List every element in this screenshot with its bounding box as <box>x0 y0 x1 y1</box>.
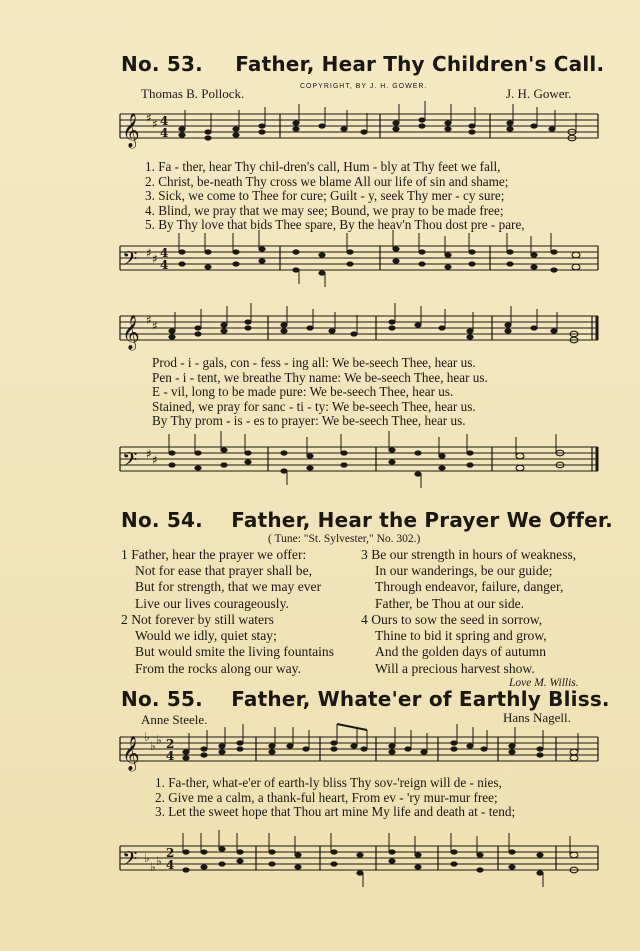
lyric-line: 5. By Thy love that bids Thee spare, By the heav'n Thou dost pre - pare, <box>145 217 525 232</box>
hymn-53-treble-staff-2 <box>120 312 600 354</box>
svg-text:4: 4 <box>166 858 175 872</box>
hymn-53-copyright: COPYRIGHT, BY J. H. GOWER. <box>300 83 428 90</box>
hymn-53-composer: J. H. Gower. <box>506 86 572 101</box>
svg-text:𝄞: 𝄞 <box>122 113 140 148</box>
hymn-53-lyrics-2 <box>152 356 488 429</box>
svg-text:4: 4 <box>160 126 169 140</box>
stanza-line: Would we idly, quiet stay; <box>135 628 277 644</box>
svg-text:4: 4 <box>160 114 169 128</box>
stanza-line: Thine to bid it spring and grow, <box>375 628 547 644</box>
hymn-55-lyrics <box>155 776 515 820</box>
stanza-line: 1 Father, hear the prayer we offer: <box>121 547 307 562</box>
hymn-55-treble-staff <box>120 730 600 775</box>
lyric-line: By Thy prom - is - es to prayer: We be-seech Thee, hear us. <box>152 413 466 428</box>
hymn-55-composer: Hans Nagell. <box>503 710 571 725</box>
svg-text:♯: ♯ <box>146 447 152 461</box>
lyric-line: Prod - i - gals, con - fess - ing all: We be-seech Thee, hear us. <box>152 355 476 370</box>
lyric-line: E - vil, long to be made pure: We be-seech Thee, hear us. <box>152 384 454 399</box>
svg-text:♭: ♭ <box>150 860 156 874</box>
hymn-54-stanza-3 <box>361 547 576 612</box>
hymn-53-title: Father, Hear Thy Children's Call. <box>235 52 605 76</box>
stanza-line: But for strength, that we may ever <box>135 579 322 595</box>
lyric-line: 1. Fa - ther, hear Thy chil-dren's call, Hum - bly at Thy feet we fall, <box>145 159 501 174</box>
stanza-line: 2 Not forever by still waters <box>121 612 274 627</box>
svg-text:𝄢: 𝄢 <box>122 448 138 476</box>
stanza-line: Not for ease that prayer shall be, <box>135 563 313 579</box>
lyric-line: 4. Blind, we pray that we may see; Bound, we pray to be made free; <box>145 202 504 218</box>
svg-text:♯: ♯ <box>146 111 152 125</box>
svg-text:♭: ♭ <box>144 851 150 865</box>
hymn-54-tune: ( Tune: "St. Sylvester," No. 302.) <box>268 533 421 545</box>
stanza-line: Will a precious harvest show. <box>375 660 535 676</box>
svg-text:♭: ♭ <box>150 739 156 753</box>
hymn-54-number: No. 54. <box>121 508 203 532</box>
svg-text:2: 2 <box>166 846 175 860</box>
stanza-line: And the golden days of autumn <box>375 644 547 660</box>
svg-text:♯: ♯ <box>146 246 152 260</box>
hymn-55-bass-staff <box>120 842 600 894</box>
stanza-line: Through endeavor, failure, danger, <box>375 579 564 595</box>
stanza-line: 3 Be our strength in hours of weakness, <box>361 547 577 562</box>
hymn-53-lyrics-1 <box>145 160 525 233</box>
hymn-53-bass-staff-2 <box>120 443 600 493</box>
svg-text:𝄞: 𝄞 <box>122 736 140 771</box>
hymn-55-number: No. 55. <box>121 687 203 711</box>
svg-text:4: 4 <box>160 246 169 260</box>
svg-text:𝄢: 𝄢 <box>122 247 138 275</box>
lyric-line: 3. Let the sweet hope that Thou art mine My life and death at - tend; <box>155 804 516 819</box>
hymn-53-bass-staff-1 <box>120 242 600 292</box>
svg-text:♭: ♭ <box>156 733 162 747</box>
hymn-55-title: Father, Whate'er of Earthly Bliss. <box>231 687 610 711</box>
hymn-53-heading <box>121 52 604 76</box>
svg-text:♭: ♭ <box>144 730 150 744</box>
hymn-55-author: Anne Steele. <box>141 712 208 727</box>
svg-text:4: 4 <box>166 749 175 763</box>
lyric-line: Stained, we pray for sanc - ti - ty: We be-seech Thee, hear us. <box>152 398 476 414</box>
hymn-54-stanza-4 <box>361 612 547 677</box>
svg-text:4: 4 <box>160 258 169 272</box>
stanza-line: But would smite the living fountains <box>135 644 334 660</box>
hymn-54-credit: Love M. Willis. <box>509 677 579 689</box>
hymn-54-heading <box>121 508 613 532</box>
lyric-line: 2. Give me a calm, a thank-ful heart, From ev - 'ry mur-mur free; <box>155 789 498 805</box>
hymn-54-stanza-2 <box>121 612 334 677</box>
svg-text:♯: ♯ <box>152 319 158 333</box>
hymn-54-stanza-1 <box>121 547 321 612</box>
hymn-55-heading <box>121 687 610 711</box>
hymn-53-number: No. 53. <box>121 52 203 76</box>
svg-text:♯: ♯ <box>146 313 152 327</box>
lyric-line: 2. Christ, be-neath Thy cross we blame All our life of sin and shame; <box>145 173 509 189</box>
stanza-line: In our wanderings, be our guide; <box>375 563 553 579</box>
lyric-line: 1. Fa-ther, what-e'er of earth-ly bliss Thy sov-'reign will de - nies, <box>155 775 502 790</box>
svg-text:𝄞: 𝄞 <box>122 315 140 350</box>
svg-text:♯: ♯ <box>152 252 158 266</box>
svg-text:𝄢: 𝄢 <box>122 847 138 875</box>
svg-text:♯: ♯ <box>152 453 158 467</box>
svg-text:♯: ♯ <box>152 117 158 131</box>
stanza-line: 4 Ours to sow the seed in sorrow, <box>361 612 543 627</box>
svg-text:2: 2 <box>166 737 175 751</box>
hymn-53-treble-staff-1 <box>120 110 600 152</box>
stanza-line: From the rocks along our way. <box>135 660 301 676</box>
stanza-line: Live our lives courageously. <box>135 595 289 611</box>
hymn-53-author: Thomas B. Pollock. <box>141 86 245 101</box>
hymn-54-title: Father, Hear the Prayer We Offer. <box>231 508 613 532</box>
svg-text:♭: ♭ <box>156 854 162 868</box>
lyric-line: 3. Sick, we come to Thee for cure; Guilt - y, seek Thy mer - cy sure; <box>145 188 505 203</box>
stanza-line: Father, be Thou at our side. <box>375 595 525 611</box>
lyric-line: Pen - i - tent, we breathe Thy name: We be-seech Thee, hear us. <box>152 369 488 385</box>
